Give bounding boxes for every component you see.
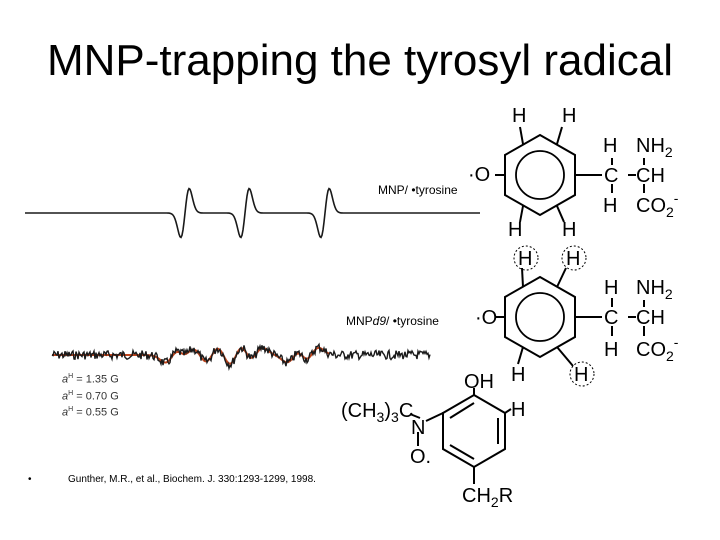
adduct-nitroxide-oxygen: O. [410,446,432,468]
alpha-carbon-d9: C [604,307,619,329]
ring-h-bottom-right-d9: H [574,364,589,386]
adduct-tert-butyl: $(CH_3)_3C$ [341,400,414,425]
beta-h-top-d9: H [604,277,619,299]
spectrum-label-top: MNP/ •tyrosine [378,183,458,197]
ring-h-top-left-d9: H [518,248,533,270]
beta-carbon: CH [636,165,665,187]
epr-trace-mnpd9-tyrosine [52,344,430,368]
ring-h-bottom-left: H [508,219,523,241]
ring-h-top-left: H [512,105,527,127]
tyrosyl-radical-structure-d9 [475,246,679,386]
beta-h-bottom: H [603,195,618,217]
slide-title: MNP-trapping the tyrosyl radical [46,36,673,85]
radical-oxygen-top: ·O [468,164,491,186]
amine-group: $NH_2$ [636,135,673,160]
beta-h-top: H [603,135,618,157]
hyperfine-couplings-list [62,370,119,420]
tyrosyl-radical-structure [468,105,679,241]
beta-h-bottom-d9: H [604,339,619,361]
epr-spectra [25,183,480,368]
adduct-ch2r-group: $CH_2R$ [462,485,514,510]
hfc-row-1: $a^H = 1.35$ G [62,373,119,386]
amine-group-d9: $NH_2$ [636,277,673,302]
hfc-row-3: $a^H = 0.55$ G [62,406,119,419]
ring-h-top-right: H [562,105,577,127]
reference-text: Gunther, M.R., et al., Biochem. J. 330:1293-1299, 1998. [68,474,316,485]
ring-h-bottom-left-d9: H [511,364,526,386]
ring-h-top-right-d9: H [566,248,581,270]
mnp-spin-adduct-structure [341,371,525,510]
radical-oxygen-bottom: ·O [475,307,498,329]
adduct-ring-h: H [511,399,526,421]
alpha-carbon: C [604,165,619,187]
adduct-nitrogen: N [411,417,426,439]
carboxylate-group-d9: $CO_2^-$ [636,334,679,364]
spectrum-label-bottom: MNPd9/ •tyrosine [346,314,439,328]
reference-citation [28,474,316,485]
ring-h-bottom-right: H [562,219,577,241]
adduct-hydroxyl: OH [464,371,494,393]
bullet-icon: • [28,474,32,485]
carboxylate-group: $CO_2^-$ [636,190,679,220]
beta-carbon-d9: CH [636,307,665,329]
hfc-row-2: $a^H = 0.70$ G [62,389,119,403]
